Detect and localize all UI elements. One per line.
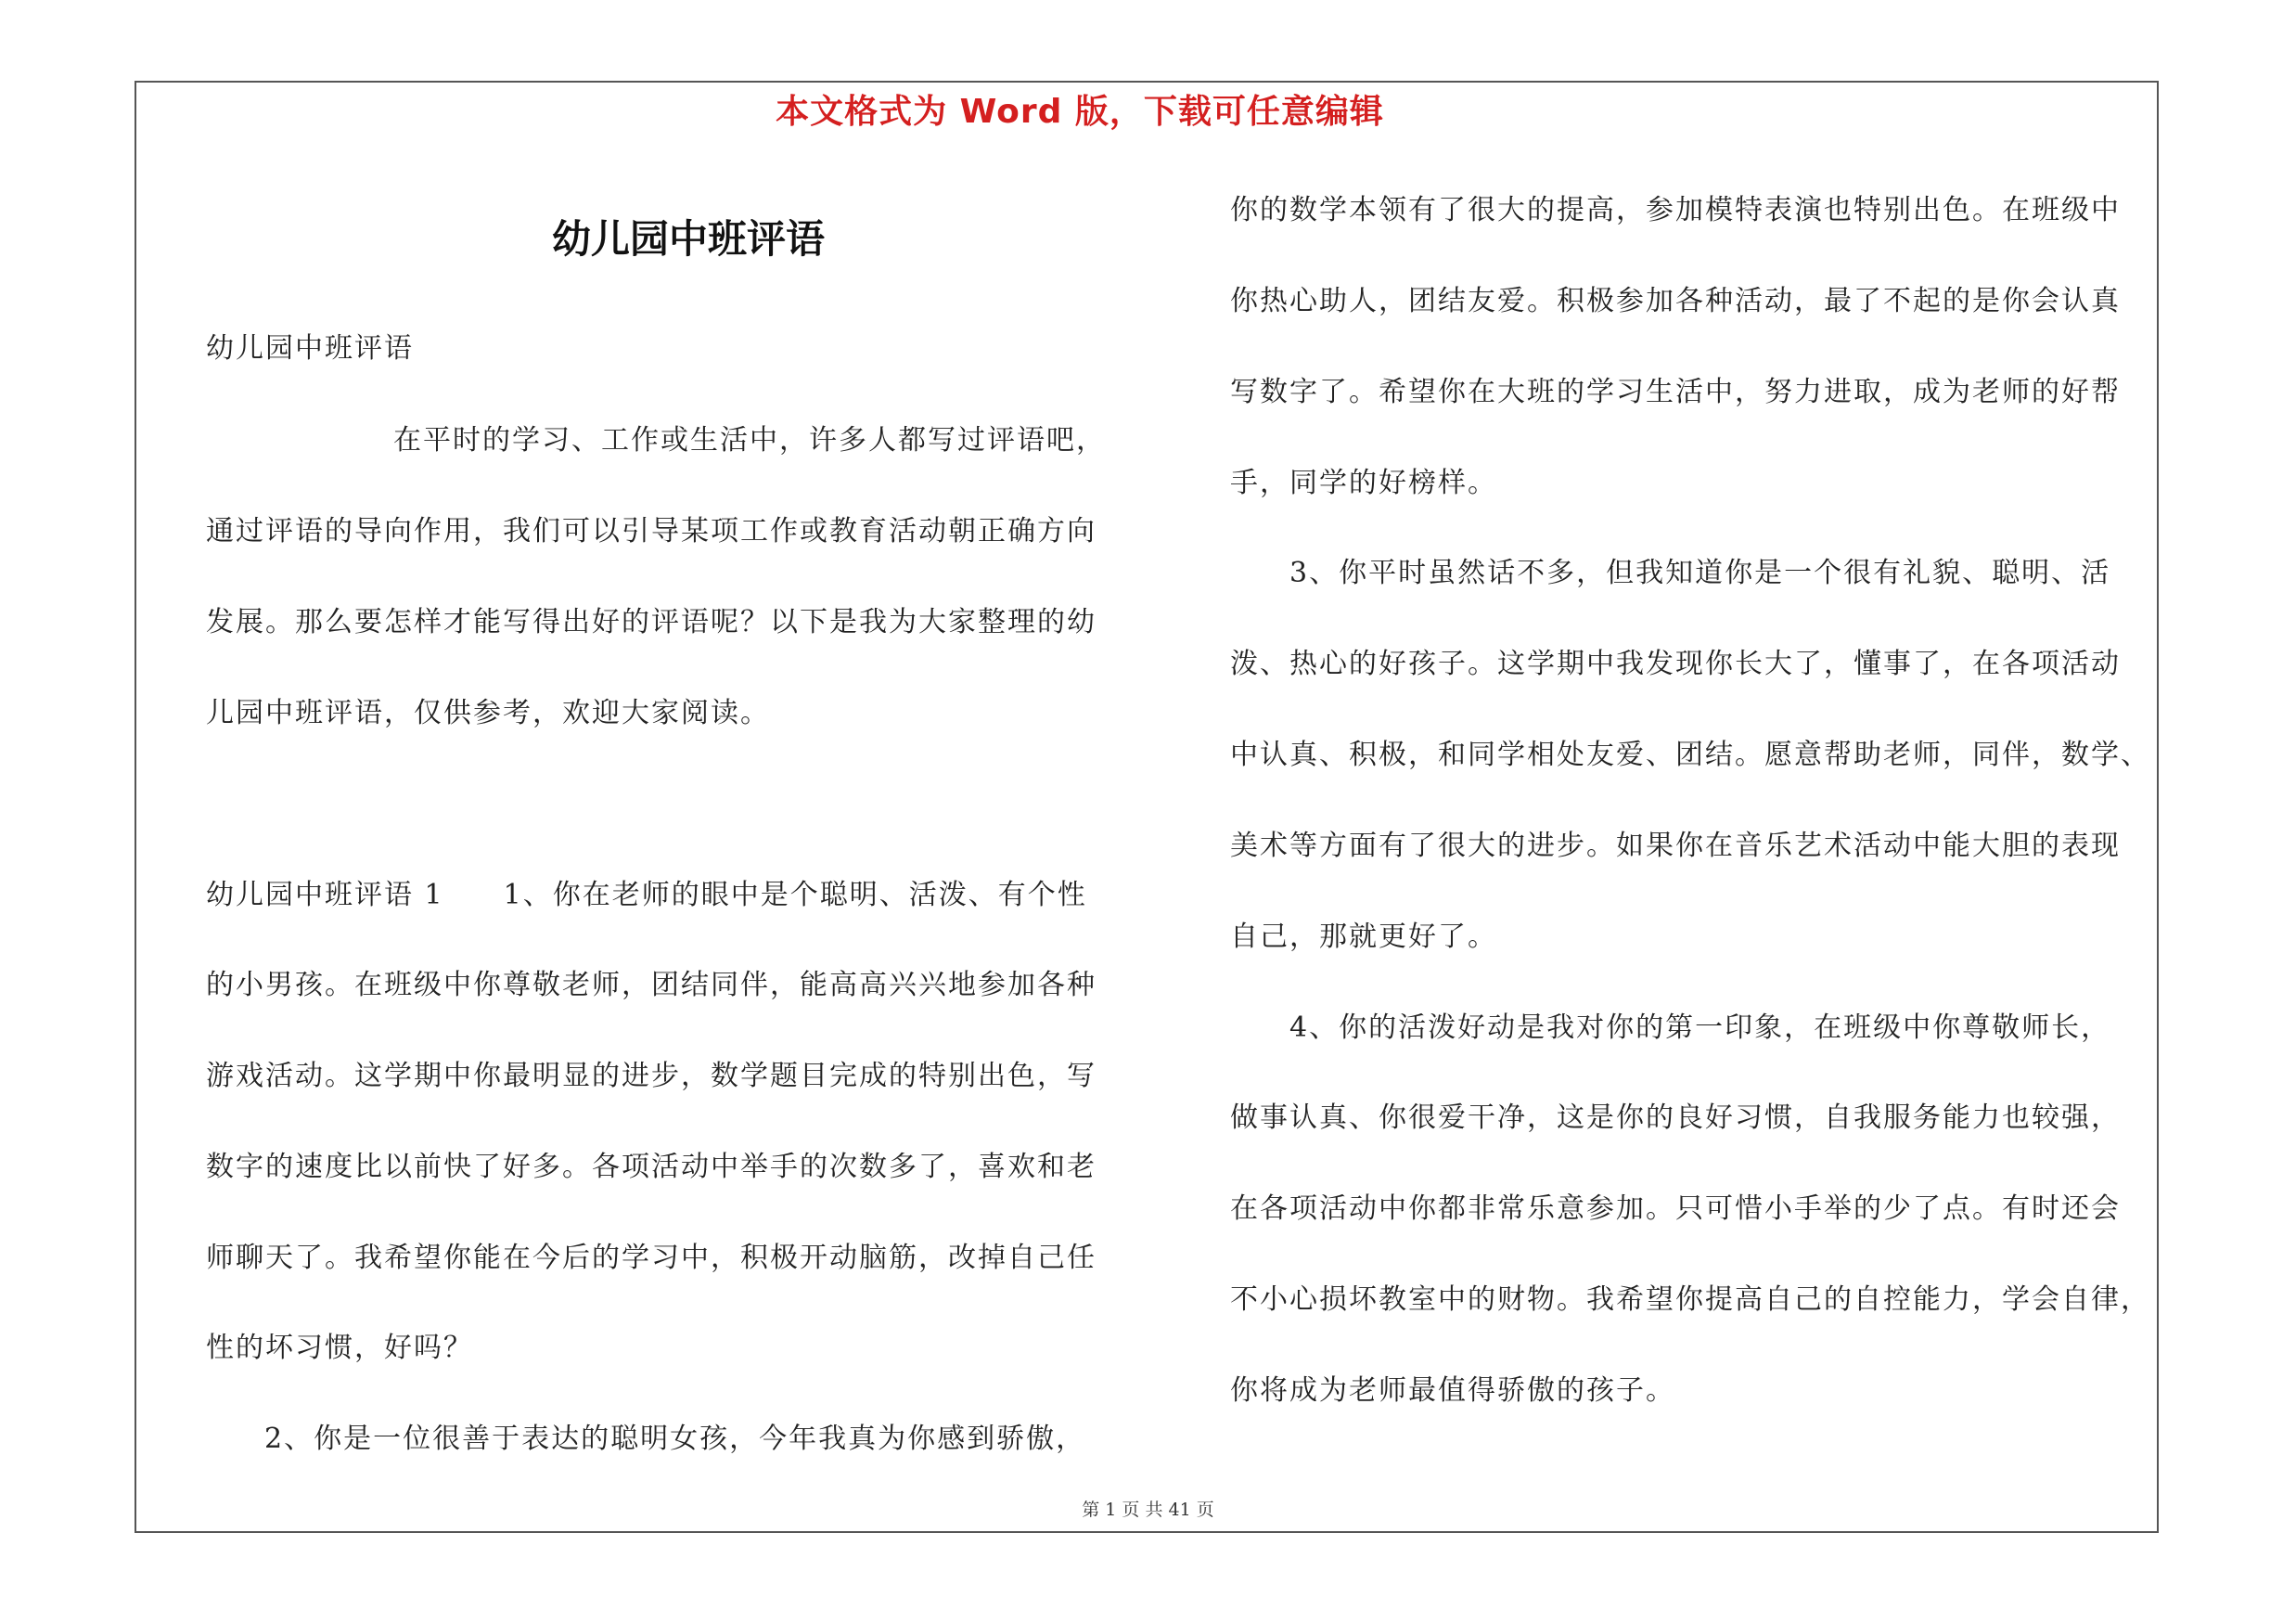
paragraph-line: 游戏活动。这学期中你最明显的进步，数学题目完成的特别出色，写	[206, 1060, 1097, 1092]
paragraph-line: 通过评语的导向作用，我们可以引导某项工作或教育活动朝正确方向	[206, 515, 1097, 547]
paragraph-line: 手，同学的好榜样。	[1230, 467, 1497, 499]
paragraph-line: 在平时的学习、工作或生活中，许多人都写过评语吧，	[393, 424, 1106, 457]
paragraph-line: 师聊天了。我希望你能在今后的学习中，积极开动脑筋，改掉自己任	[206, 1242, 1097, 1274]
paragraph-line: 你将成为老师最值得骄傲的孩子。	[1230, 1374, 1675, 1407]
paragraph-line: 美术等方面有了很大的进步。如果你在音乐艺术活动中能大胆的表现	[1230, 830, 2121, 862]
paragraph-line: 儿园中班评语，仅供参考，欢迎大家阅读。	[206, 697, 770, 729]
paragraph-line: 你热心助人，团结友爱。积极参加各种活动，最了不起的是你会认真	[1230, 285, 2121, 317]
paragraph-line: 中认真、积极，和同学相处友爱、团结。愿意帮助老师，同伴，数学、	[1230, 739, 2150, 771]
paragraph-line: 发展。那么要怎样才能写得出好的评语呢？以下是我为大家整理的幼	[206, 606, 1097, 638]
paragraph-line: 泼、热心的好孩子。这学期中我发现你长大了，懂事了，在各项活动	[1230, 648, 2121, 680]
subtitle-line: 幼儿园中班评语	[206, 332, 414, 365]
paragraph-line: 自己，那就更好了。	[1230, 921, 1497, 953]
paragraph-line: 在各项活动中你都非常乐意参加。只可惜小手举的少了点。有时还会	[1230, 1192, 2121, 1225]
format-notice-banner: 本文格式为 Word 版，下载可任意编辑	[776, 93, 1384, 131]
page-number-footer: 第 1 页 共 41 页	[1082, 1500, 1214, 1520]
paragraph-line: 不小心损坏教室中的财物。我希望你提高自己的自控能力，学会自律，	[1230, 1283, 2150, 1316]
paragraph-line: 你的数学本领有了很大的提高，参加模特表演也特别出色。在班级中	[1230, 194, 2121, 226]
paragraph-line: 3、你平时虽然话不多，但我知道你是一个很有礼貌、聪明、活	[1289, 557, 2111, 589]
document-title: 幼儿园中班评语	[551, 216, 825, 262]
paragraph-line: 幼儿园中班评语 1 1、你在老师的眼中是个聪明、活泼、有个性	[206, 879, 1087, 911]
paragraph-line: 写数字了。希望你在大班的学习生活中，努力进取，成为老师的好帮	[1230, 376, 2121, 408]
paragraph-line: 的小男孩。在班级中你尊敬老师，团结同伴，能高高兴兴地参加各种	[206, 969, 1097, 1001]
paragraph-line: 数字的速度比以前快了好多。各项活动中举手的次数多了，喜欢和老	[206, 1151, 1097, 1183]
paragraph-line: 做事认真、你很爱干净，这是你的良好习惯，自我服务能力也较强，	[1230, 1101, 2121, 1134]
paragraph-line: 2、你是一位很善于表达的聪明女孩，今年我真为你感到骄傲，	[264, 1423, 1086, 1455]
paragraph-line: 性的坏习惯，好吗？	[206, 1332, 473, 1364]
paragraph-line: 4、你的活泼好动是我对你的第一印象，在班级中你尊敬师长，	[1289, 1011, 2111, 1044]
